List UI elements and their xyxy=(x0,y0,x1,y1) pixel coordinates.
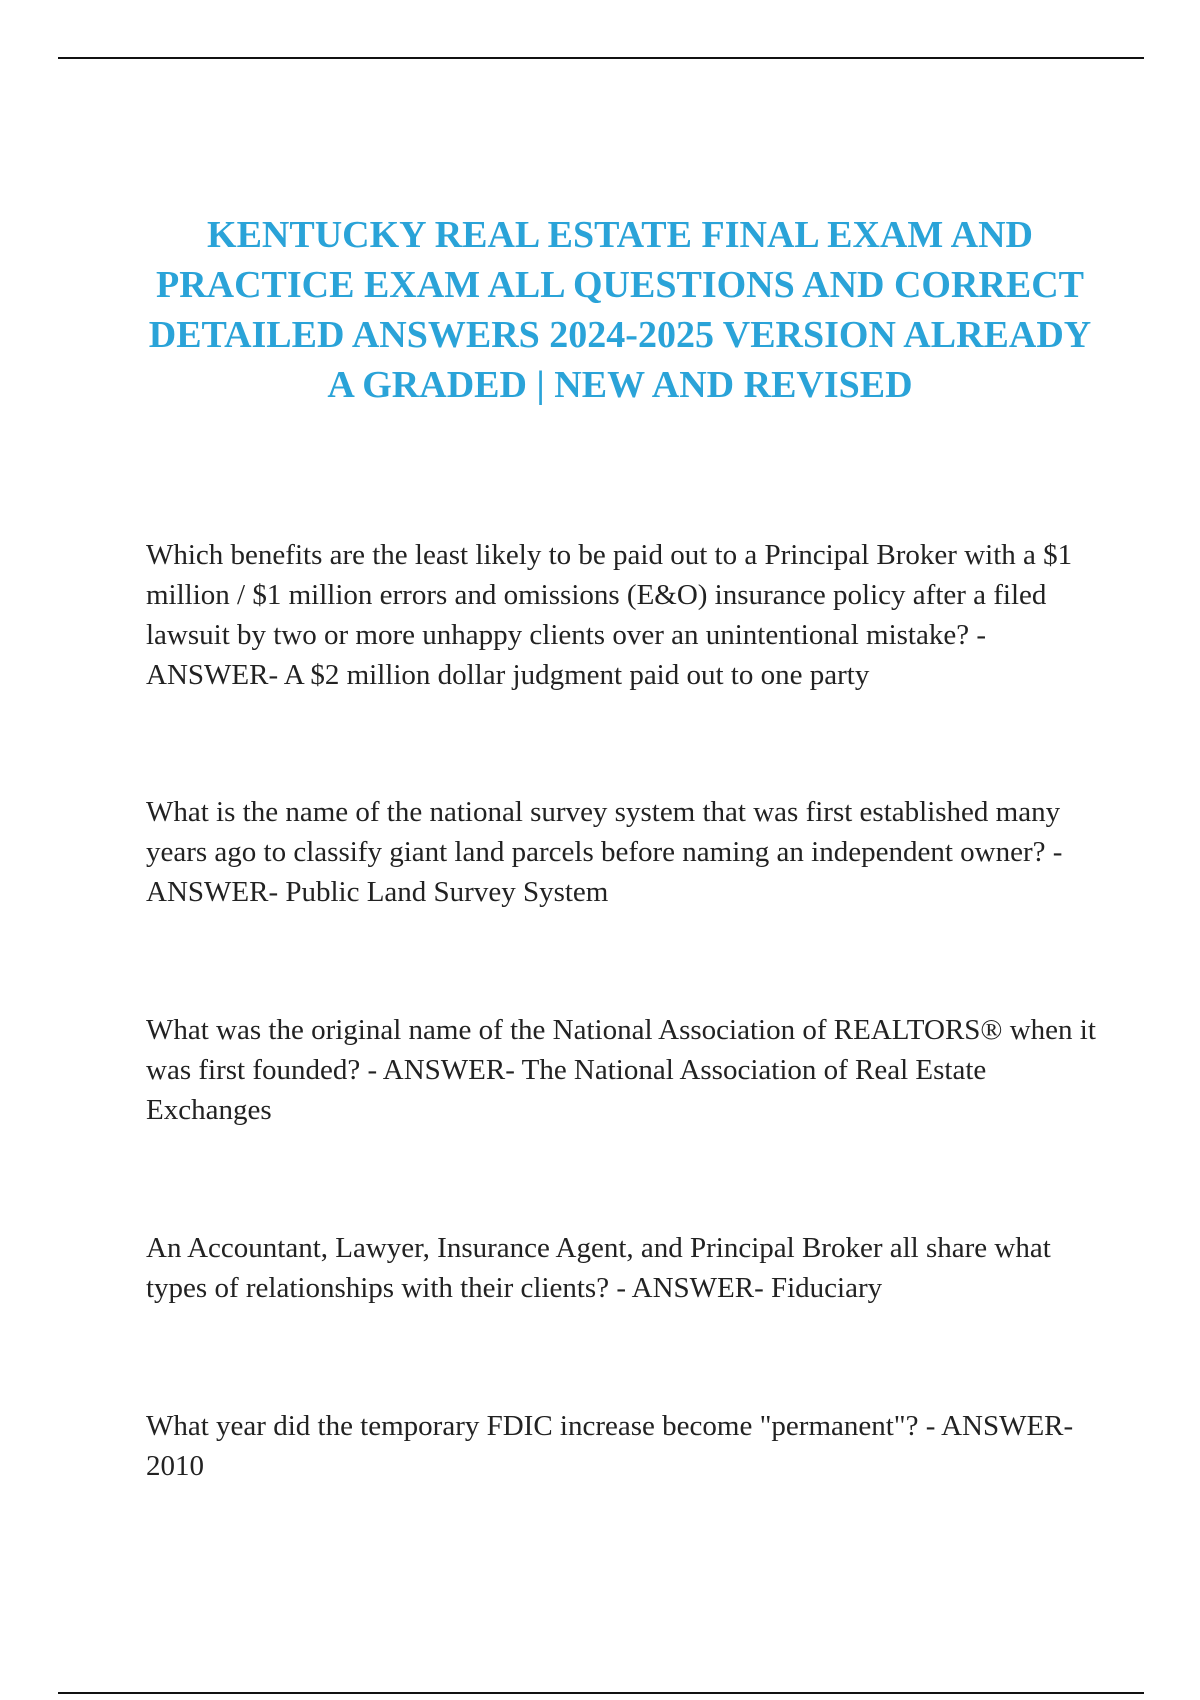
qa-entry-2: What is the name of the national survey system that was first established many years ago to classify giant land parcels before naming an independent owner? - ANSWER- Public Land Survey System xyxy=(146,796,1063,908)
qa-list xyxy=(146,535,1096,1486)
footer-rule xyxy=(58,1692,1144,1694)
qa-entry-4: An Accountant, Lawyer, Insurance Agent, and Principal Broker all share what types of relationships with their clients? - ANSWER- Fiduciary xyxy=(146,1232,1051,1304)
qa-entry-3: What was the original name of the National Association of REALTORS® when it was first founded? - ANSWER- The National Association of Real Estate Exchanges xyxy=(146,1014,1096,1126)
qa-entry-5: What year did the temporary FDIC increase become "permanent"? - ANSWER- 2010 xyxy=(146,1410,1074,1482)
qa-entry-1: Which benefits are the least likely to be paid out to a Principal Broker with a $1 million / $1 million errors and omissions (E&O) insurance policy after a filed lawsuit by two or more unhappy clients over an unintentional mistake? - ANSWER- A $2 million dollar judgment paid out to one party xyxy=(146,539,1073,691)
document-title: KENTUCKY REAL ESTATE FINAL EXAM AND PRACTICE EXAM ALL QUESTIONS AND CORRECT DETAILED ANSWERS 2024-2025 VERSION ALREADY A GRADED | NEW AND REVISED xyxy=(148,214,1092,406)
header-rule xyxy=(58,57,1144,59)
